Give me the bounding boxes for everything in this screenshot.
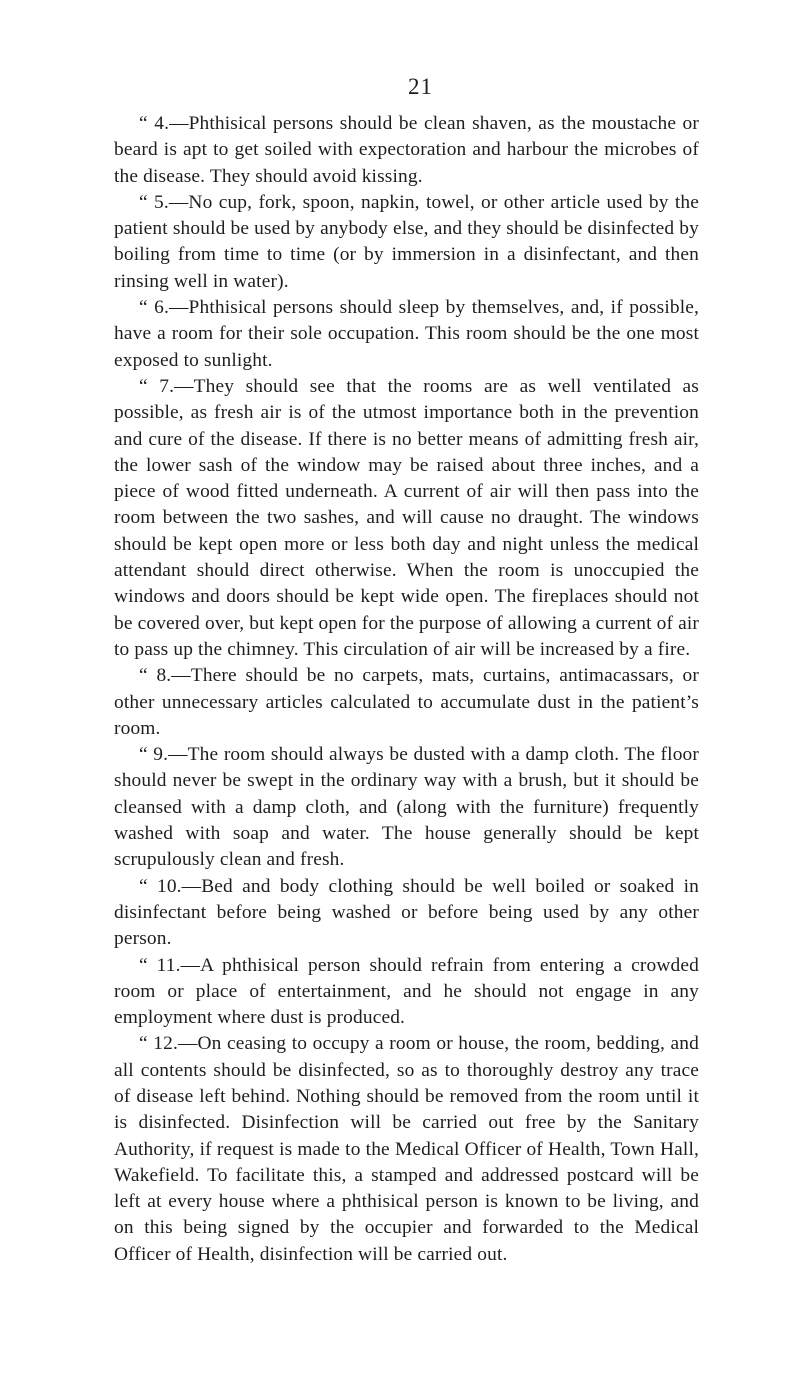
- document-body: [114, 111, 699, 1268]
- paragraph-rule-7: “ 7.—They should see that the rooms are as well ventilated as possible, as fresh air is of the utmost importance both in the prevention and cure of the disease. If there is no better means of admitting fresh air, the lower sash of the window may be raised about three inches, and a piece of wood fitted underneath. A current of air will then pass into the room between the two sashes, and will cause no draught. The windows should be kept open more or less both day and night unless the medical attendant should direct otherwise. When the room is unoccupied the windows and doors should be kept wide open. The fireplaces should not be covered over, but kept open for the purpose of allowing a current of air to pass up the chimney. This circulation of air will be increased by a fire.: [114, 375, 699, 660]
- paragraph-rule-4: “ 4.—Phthisical persons should be clean shaven, as the moustache or beard is apt to get soiled with expectoration and harbour the microbes of the disease. They should avoid kissing.: [114, 113, 699, 187]
- paragraph-rule-6: “ 6.—Phthisical persons should sleep by themselves, and, if possible, have a room for their sole occupation. This room should be the one most exposed to sunlight.: [114, 297, 699, 371]
- page-number: 21: [408, 74, 433, 99]
- paragraph-rule-8: “ 8.—There should be no carpets, mats, curtains, antimacassars, or other unnecessary articles calculated to accumulate dust in the patient’s room.: [114, 665, 699, 739]
- paragraph-rule-5: “ 5.—No cup, fork, spoon, napkin, towel, or other article used by the patient should be used by anybody else, and they should be disinfected by boiling from time to time (or by immersion in a disinfectant, and then rinsing well in water).: [114, 191, 699, 292]
- paragraph-rule-12: “ 12.—On ceasing to occupy a room or house, the room, bedding, and all contents should be disinfected, so as to thoroughly destroy any trace of disease left behind. Nothing should be removed from the room until it is disinfected. Disinfection will be carried out free by the Sanitary Authority, if request is made to the Medical Officer of Health, Town Hall, Wakefield. To facilitate this, a stamped and addressed postcard will be left at every house where a phthisical person is known to be living, and on this being signed by the occupier and forwarded to the Medical Officer of Health, disinfection will be carried out.: [114, 1033, 699, 1265]
- paragraph-rule-9: “ 9.—The room should always be dusted with a damp cloth. The floor should never be swept in the ordinary way with a brush, but it should be cleansed with a damp cloth, and (along with the furniture) frequently washed with soap and water. The house generally should be kept scrupulously clean and fresh.: [114, 744, 699, 871]
- paragraph-rule-11: “ 11.—A phthisical person should refrain from entering a crowded room or place of entertainment, and he should not engage in any employment where dust is produced.: [114, 954, 699, 1029]
- paragraph-rule-10: “ 10.—Bed and body clothing should be well boiled or soaked in disinfectant before being washed or before being used by any other person.: [114, 875, 699, 950]
- document-page: [114, 74, 699, 1268]
